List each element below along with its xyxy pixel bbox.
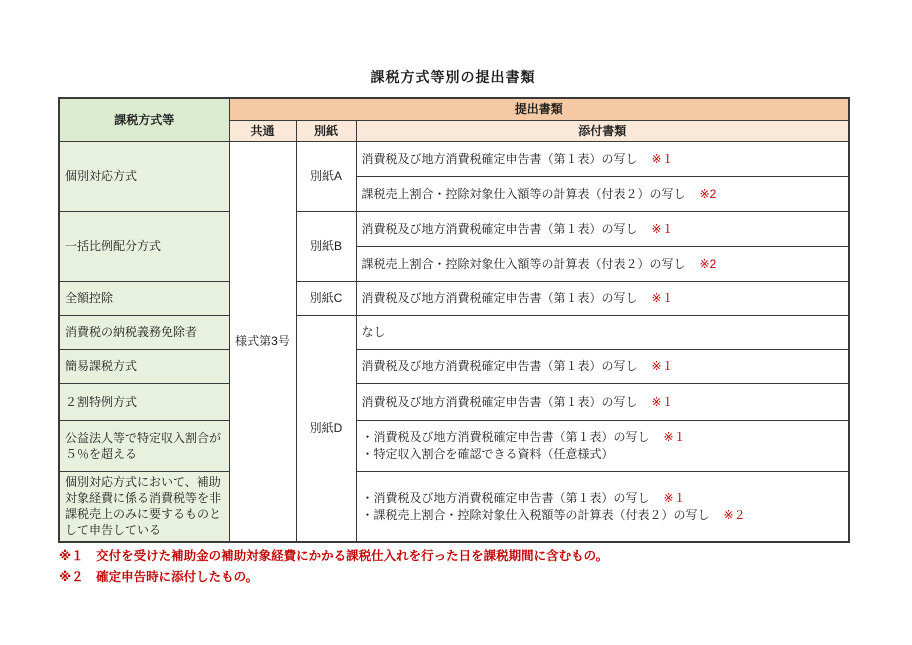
attachment-text: なし (361, 325, 386, 339)
attachment-cell (356, 315, 849, 349)
table-row (59, 471, 849, 542)
attachment-cell (356, 211, 849, 246)
note-mark: ※１ (663, 430, 686, 444)
footnote-1: ※１ 交付を受けた補助金の補助対象経費にかかる課税仕入れを行った日を課税期間に含むもの。 (59, 549, 609, 563)
attachment-cell (356, 281, 849, 315)
table-row (59, 383, 849, 420)
sheet-cell-c: 別紙C (296, 281, 356, 315)
method-cell-ikkatsu: 一括比例配分方式 (59, 211, 229, 281)
attachment-cell (356, 176, 849, 211)
method-cell-koeki: 公益法人等で特定収入割合が５％を超える (59, 420, 229, 471)
note-mark: ※１ (651, 394, 674, 409)
sheet-cell-b: 別紙B (296, 211, 356, 281)
attachment-text: ・特定収入割合を確認できる資料（任意様式） (361, 447, 614, 461)
attachment-text: 消費税及び地方消費税確定申告書（第１表）の写し (361, 394, 638, 409)
attachment-text: 消費税及び地方消費税確定申告書（第１表）の写し (361, 291, 638, 305)
attachment-line (362, 429, 844, 445)
note-mark: ※１ (663, 490, 686, 505)
table-row (59, 420, 849, 471)
header-row-1 (59, 98, 849, 120)
note-mark: ※2 (699, 186, 717, 201)
attachment-line (362, 446, 844, 462)
footnote-2: ※２ 確定申告時に添付したもの。 (59, 570, 259, 584)
note-mark: ※１ (651, 291, 674, 305)
method-cell-kobetsu-hikazei: 個別対応方式において、補助対象経費に係る消費税等を非課税売上のみに要するものとして申告している (59, 471, 229, 542)
table-row (59, 281, 849, 315)
method-cell-kobetsu: 個別対応方式 (59, 141, 229, 211)
table-row (59, 211, 849, 246)
method-cell-kani: 簡易課税方式 (59, 349, 229, 383)
column-header-method: 課税方式等 (59, 98, 229, 141)
sheet-cell-a: 別紙A (296, 141, 356, 211)
attachment-text: 消費税及び地方消費税確定申告書（第１表）の写し (361, 221, 638, 236)
attachment-cell (356, 383, 849, 420)
page-title: 課税方式等別の提出書類 (370, 69, 536, 85)
attachment-cell (356, 246, 849, 281)
note-mark: ※１ (651, 359, 674, 373)
table-row (59, 315, 849, 349)
attachment-cell (356, 471, 849, 542)
attachment-text: ・消費税及び地方消費税確定申告書（第１表）の写し (361, 430, 650, 444)
sheet-cell-d: 別紙D (296, 315, 356, 542)
attachment-line (362, 507, 844, 523)
attachment-text: 消費税及び地方消費税確定申告書（第１表）の写し (361, 151, 638, 166)
attachment-text: 課税売上割合・控除対象仕入額等の計算表（付表２）の写し (361, 256, 686, 271)
attachment-cell (356, 349, 849, 383)
attachment-cell (356, 141, 849, 176)
table-row (59, 141, 849, 176)
method-cell-zengaku: 全額控除 (59, 281, 229, 315)
column-header-common: 共通 (229, 120, 296, 141)
attachment-text: ・消費税及び地方消費税確定申告書（第１表）の写し (361, 490, 650, 505)
column-header-submit-documents: 提出書類 (229, 98, 849, 120)
submission-documents-table (58, 97, 850, 543)
note-mark: ※１ (651, 151, 674, 166)
method-cell-niwari: ２割特例方式 (59, 383, 229, 420)
note-mark: ※2 (699, 256, 717, 271)
attachment-line (362, 490, 844, 506)
attachment-cell (356, 420, 849, 471)
attachment-text: ・課税売上割合・控除対象仕入税額等の計算表（付表２）の写し (361, 507, 710, 522)
common-form-cell: 様式第3号 (229, 141, 296, 542)
attachment-text: 消費税及び地方消費税確定申告書（第１表）の写し (361, 359, 638, 373)
note-mark: ※２ (723, 507, 746, 522)
attachment-text: 課税売上割合・控除対象仕入額等の計算表（付表２）の写し (361, 186, 686, 201)
column-header-sheet: 別紙 (296, 120, 356, 141)
note-mark: ※１ (651, 221, 674, 236)
column-header-attachment: 添付書類 (356, 120, 849, 141)
table-row (59, 349, 849, 383)
method-cell-menjo: 消費税の納税義務免除者 (59, 315, 229, 349)
